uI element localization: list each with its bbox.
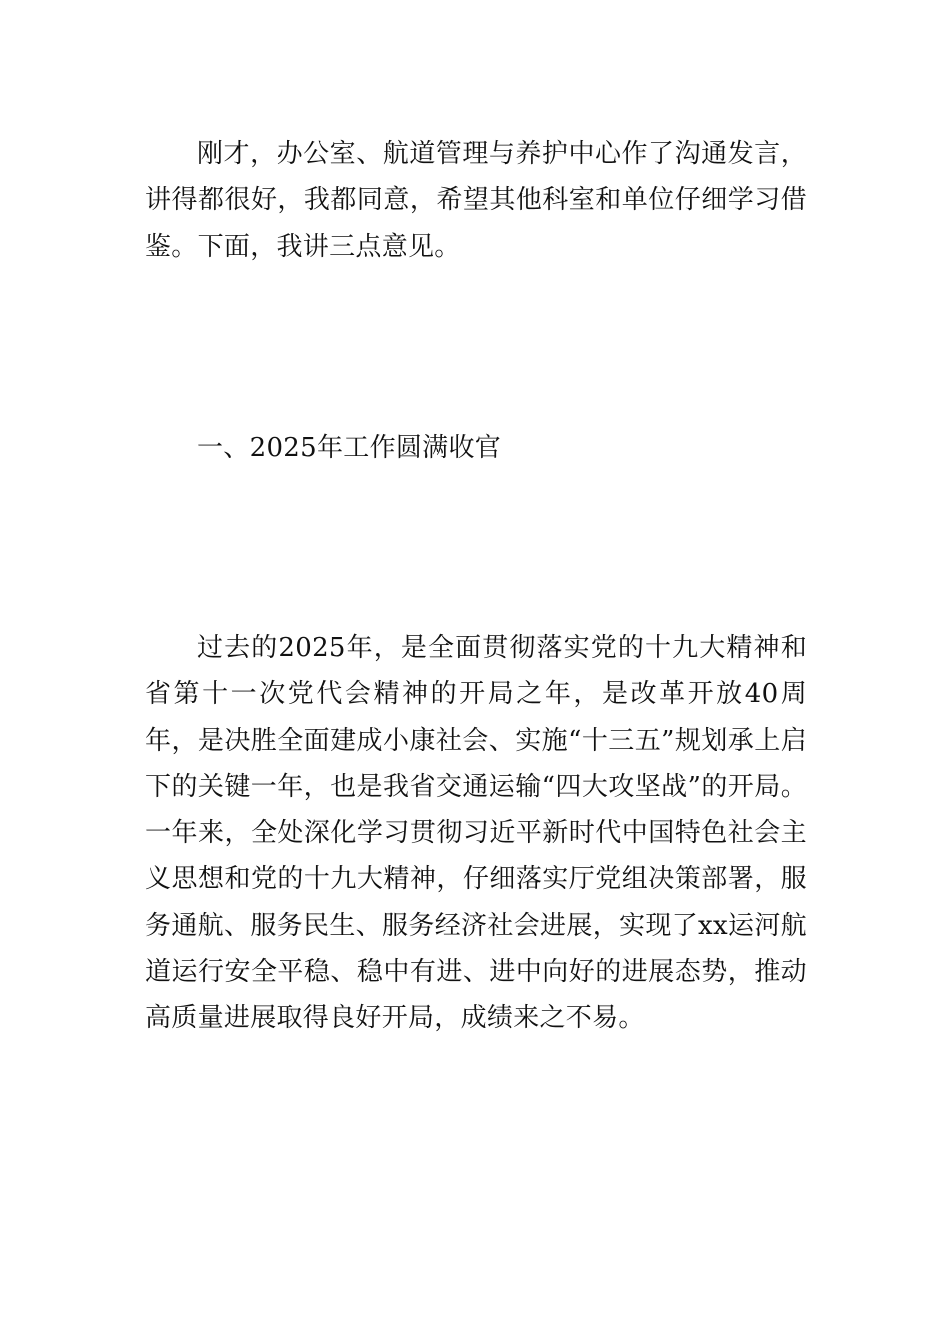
body-paragraph: 过去的2025年，是全面贯彻落实党的十九大精神和省第十一次党代会精神的开局之年，是改革开放40周年，是决胜全面建成小康社会、实施“十三五”规划承上启下的关键一年，也是我省交通运输“四大攻坚战”的开局。一年来，全处深化学习贯彻习近平新时代中国特色社会主义思想和党的十九大精神，仔细落实厅党组决策部署，服务通航、服务民生、服务经济社会进展，实现了xx运河航道运行安全平稳、稳中有进、进中向好的进展态势，推动高质量进展取得良好开局，成绩来之不易。 — [145, 633, 807, 1034]
opening-paragraph: 刚才，办公室、航道管理与养护中心作了沟通发言，讲得都很好，我都同意，希望其他科室和单位仔细学习借鉴。下面，我讲三点意见。 — [145, 139, 807, 262]
section-heading: 一、2025年工作圆满收官 — [197, 433, 502, 463]
